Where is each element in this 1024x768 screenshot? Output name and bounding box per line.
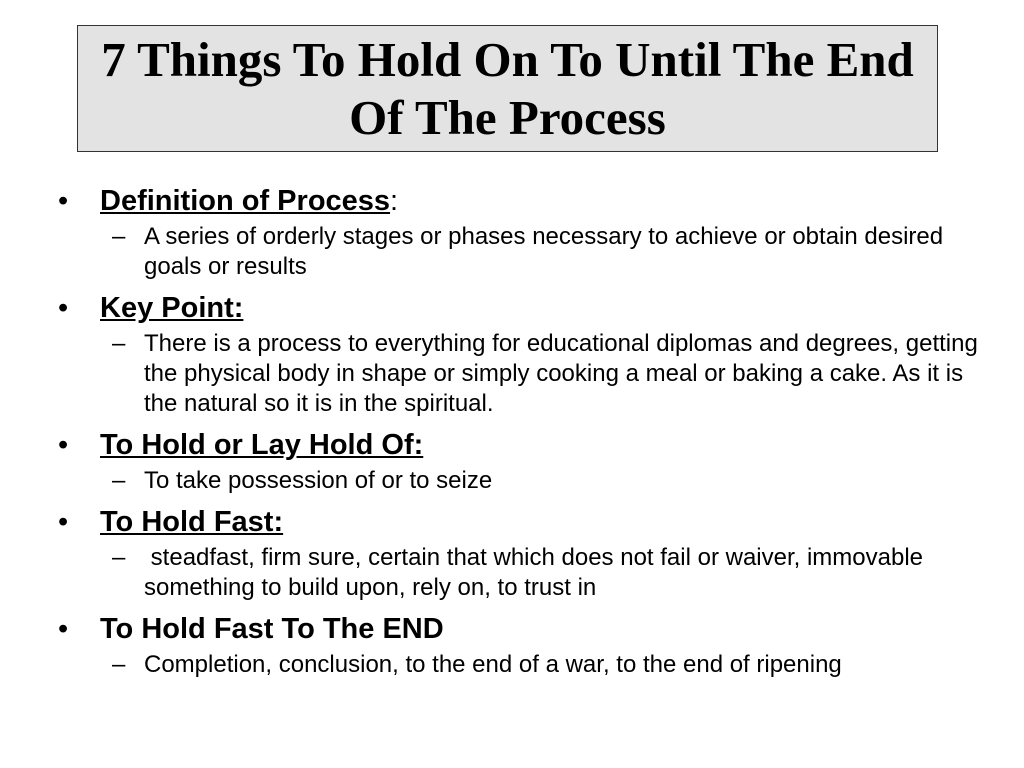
sub-item-text: steadfast, firm sure, certain that which does not fail or waiver, immovable something to build upon, rely on, to trust in <box>144 544 930 601</box>
dash-icon: – <box>112 651 126 678</box>
bullet-heading: To Hold Fast: <box>100 506 284 538</box>
dash-icon: – <box>112 544 126 571</box>
bullet-heading: Definition of Process <box>100 185 391 217</box>
bullet-item-key-point <box>58 291 998 325</box>
bullet-heading-wrap <box>100 184 998 218</box>
bullet-heading: To Hold Fast To The END <box>100 613 444 645</box>
dash-icon: – <box>112 467 126 494</box>
bullet-icon: • <box>58 185 69 217</box>
dash-icon: – <box>112 223 126 250</box>
bullet-icon: • <box>58 613 69 645</box>
sub-item-text: A series of orderly stages or phases necessary to achieve or obtain desired goals or results <box>144 223 944 280</box>
sub-item-lay-hold <box>112 466 998 496</box>
bullet-icon: • <box>58 429 69 461</box>
bullet-icon: • <box>58 506 69 538</box>
bullet-list <box>58 180 998 680</box>
bullet-item-hold-fast <box>58 505 998 539</box>
bullet-item-hold-fast-end <box>58 612 998 646</box>
slide-title: 7 Things To Hold On To Until The End Of The Process <box>101 31 914 145</box>
bullet-heading: Key Point: <box>100 292 244 324</box>
sub-item-text: Completion, conclusion, to the end of a war, to the end of ripening <box>144 651 842 678</box>
bullet-heading: To Hold or Lay Hold Of: <box>100 429 424 461</box>
sub-item-hold-fast <box>112 543 998 603</box>
bullet-item-lay-hold <box>58 428 998 462</box>
bullet-icon: • <box>58 292 69 324</box>
dash-icon: – <box>112 330 126 357</box>
sub-item-text: There is a process to everything for educational diplomas and degrees, getting the physical body in shape or simply cooking a meal or baking a cake. As it is the natural so it is in the spiritual. <box>144 330 978 417</box>
sub-item-key-point <box>112 329 998 419</box>
sub-item-hold-fast-end <box>112 650 998 680</box>
bullet-heading-suffix: : <box>390 185 399 217</box>
sub-item-definition <box>112 222 998 282</box>
bullet-item-definition <box>58 184 998 218</box>
sub-item-text: To take possession of or to seize <box>144 467 493 494</box>
title-box <box>77 25 938 152</box>
